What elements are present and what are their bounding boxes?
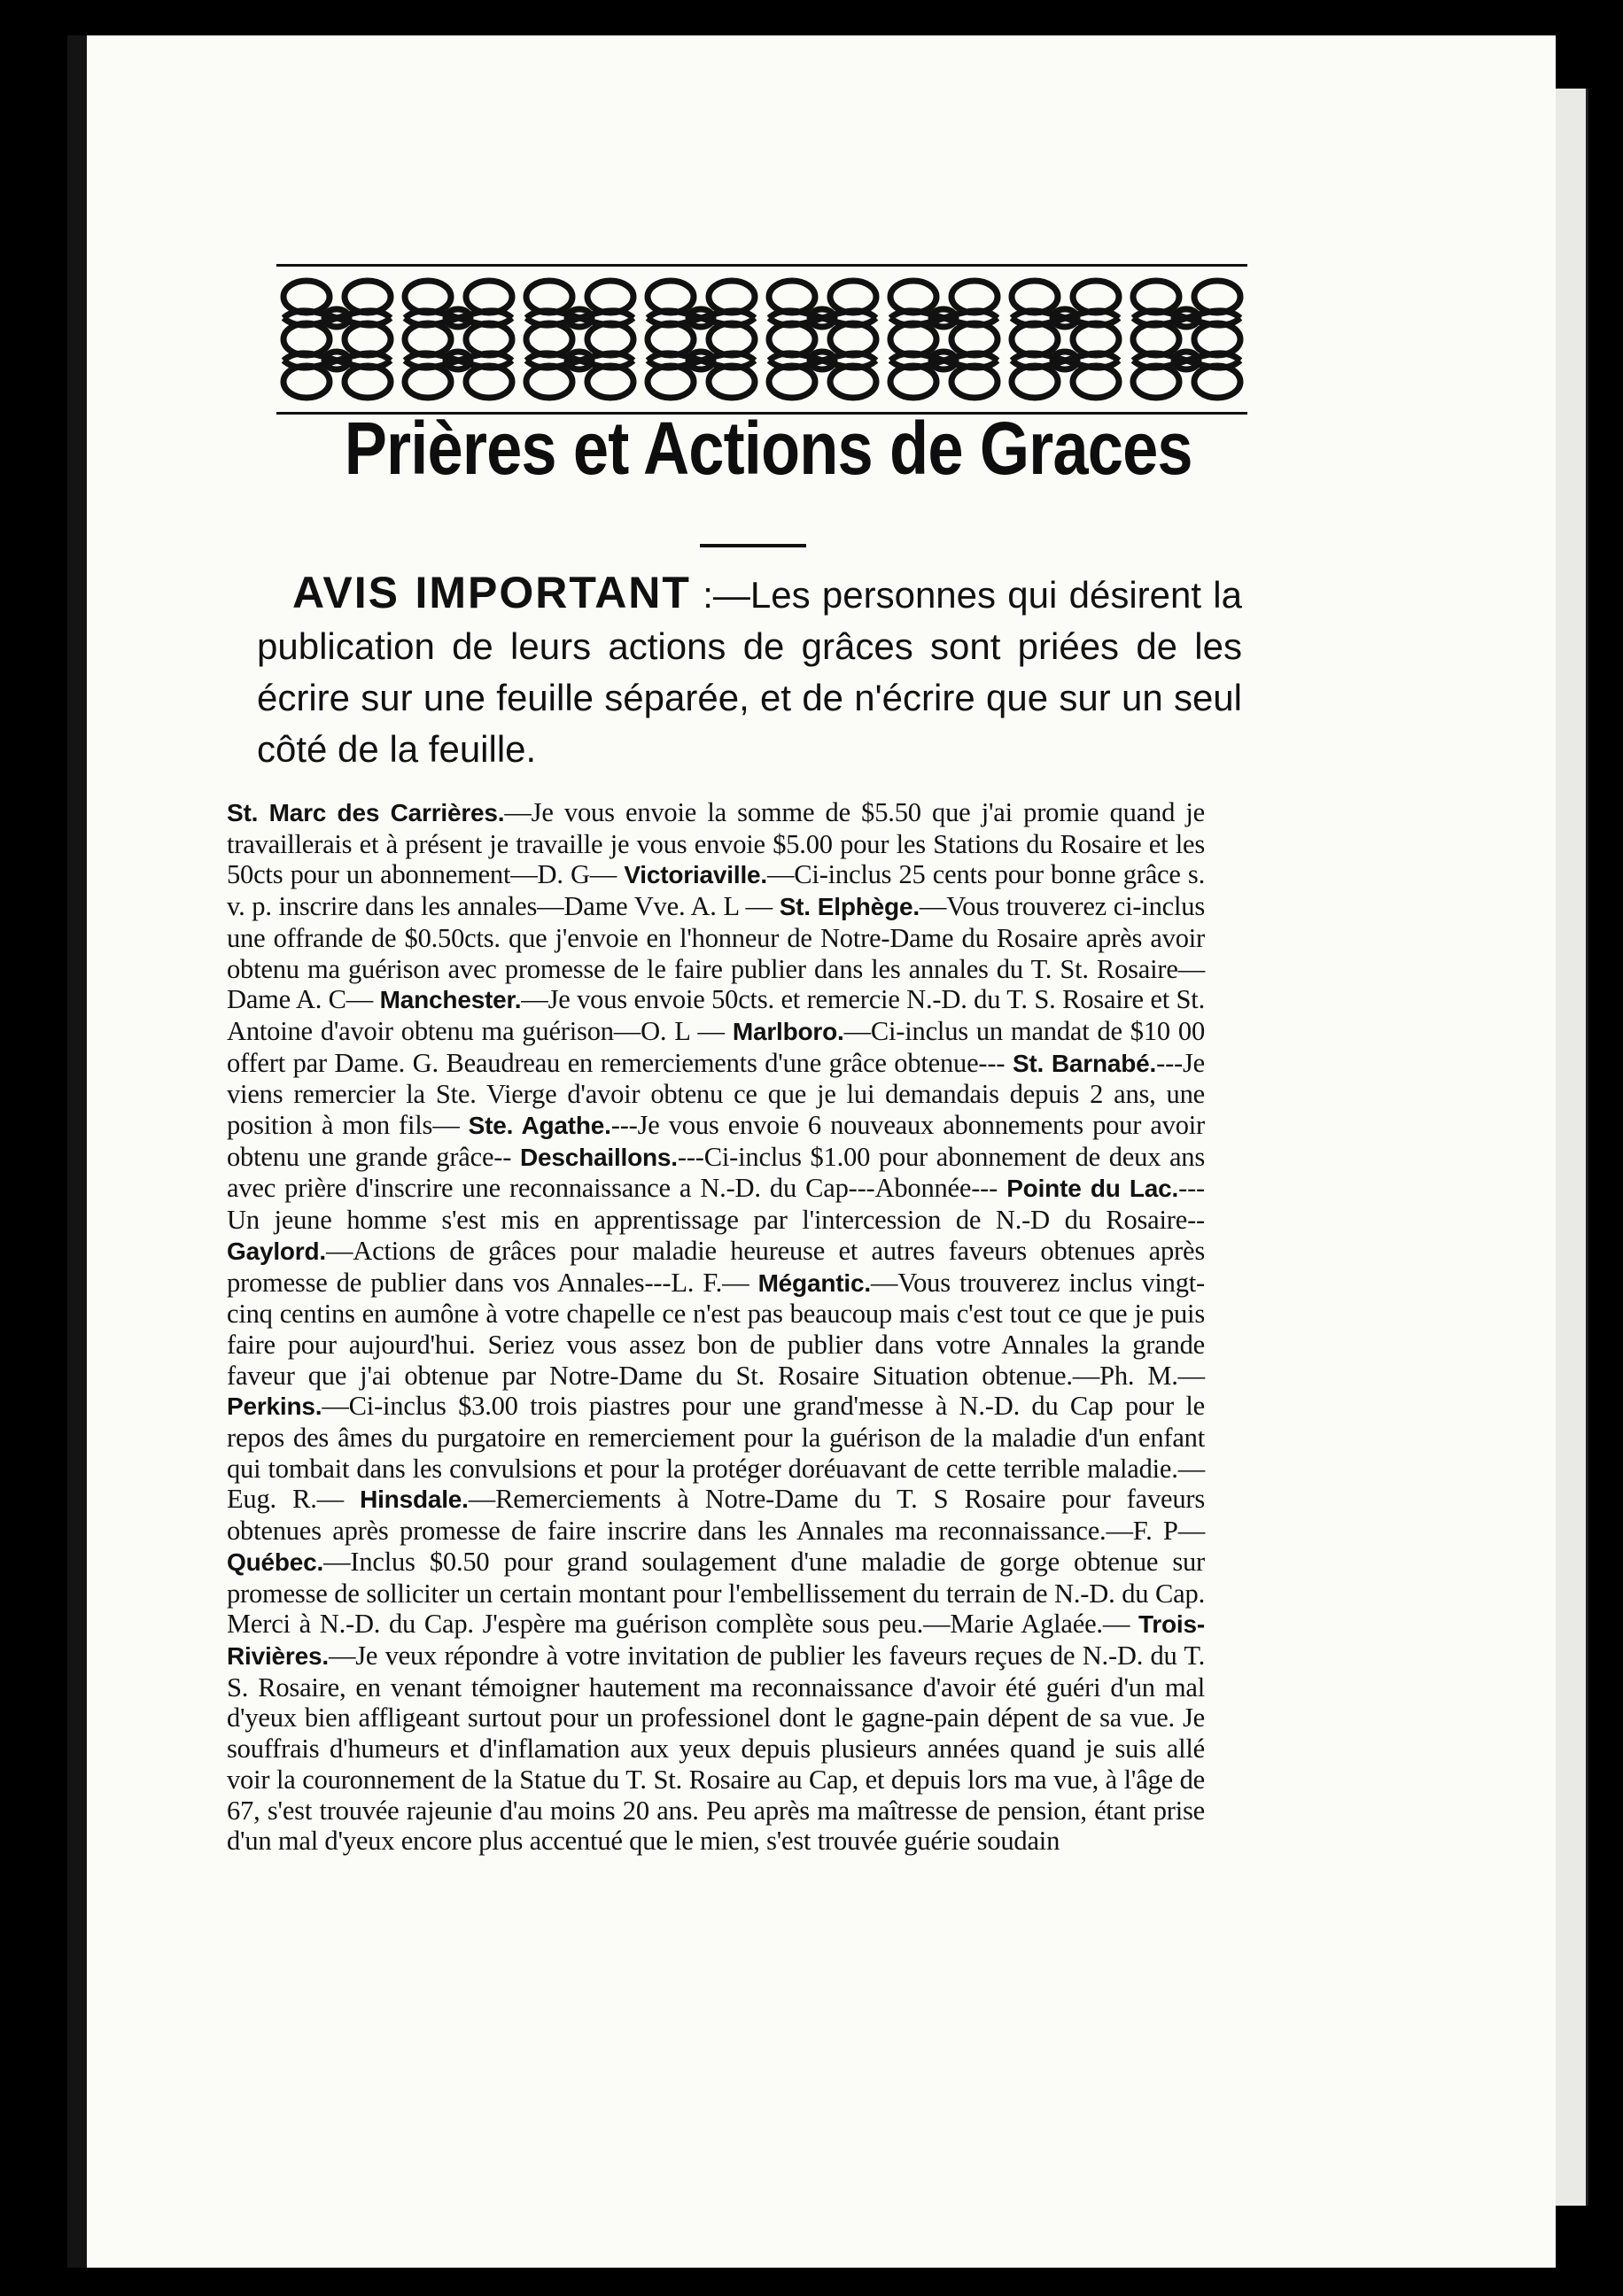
important-notice [257, 567, 1242, 775]
entry-text: ---Je vous envoie 6 nouveaux abonnements pour avoir obtenu une grande grâce-- [227, 1110, 1205, 1172]
entry-place: Perkins. [227, 1392, 322, 1421]
title-divider [700, 544, 806, 547]
entry-place: Pointe du Lac. [1006, 1175, 1179, 1203]
notice-text: :—Les personnes qui désirent la publication de leurs actions de grâces sont priées de les écrire sur une feuille séparée, et de n'écrire que sur un seul côté de la feuille. [257, 574, 1242, 770]
entry-text: —Je veux répondre à votre invitation de publier les faveurs reçues de N.-D. du T. S. Rosaire, en venant témoigner hautement ma reconnaissance d'avoir été guéri d'un mal d'yeux bien affligeant surtout pour un professionel dont le gagne-pain dépent de sa vue. Je souffrais d'humeurs et d'inflamation aux yeux depuis plusieurs années quand je suis allé voir la couronnement de la Statue du T. St. Rosaire au Cap, et depuis lors ma vue, à l'âge de 67, s'est trouvée rajeunie d'au moins 20 ans. Peu après ma maîtresse de pension, étant prise d'un mal d'yeux encore plus accentué que le mien, s'est trouvée guérie soudain [227, 1640, 1205, 1857]
entry-text: —Je vous envoie 50cts. et remercie N.-D. du T. S. Rosaire et St. Antoine d'avoir obtenu ma guérison—O. L — [227, 984, 1205, 1046]
entry-place: Hinsdale. [360, 1485, 469, 1514]
entry-place: Trois-Rivières. [227, 1610, 1205, 1670]
entry-text: —Actions de grâces pour maladie heureuse et autres faveurs obtenues après promesse de publier dans vos Annales---L. F.— [227, 1235, 1205, 1298]
entry-place: Manchester. [379, 986, 522, 1014]
entry-place: Québec. [227, 1547, 324, 1576]
entry-text: ---Je viens remercier la Ste. Vierge d'avoir obtenu ce que je lui demandais depuis 2 ans, une position à mon fils— [227, 1047, 1205, 1141]
entry-text: —Je vous envoie la somme de $5.50 que j'ai promie quand je travaillerais et à présent je travaille je vous envoie $5.00 pour les Stations du Rosaire et les 50cts pour un abonnement—D. G— [227, 797, 1205, 890]
entry-place: Deschaillons. [519, 1143, 678, 1171]
entry-text: —Ci-inclus $3.00 trois piastres pour une grand'messe à N.-D. du Cap pour le repos des âmes du purgatoire en remerciement pour la guérison de la maladie d'un enfant qui tombait dans les convulsions et pour la protéger doréuavant de cette terrible maladie.—Eug. R.— [227, 1391, 1205, 1515]
ornament-knot-pattern-icon [276, 267, 1247, 412]
entry-place: Ste. Agathe. [468, 1112, 611, 1140]
page-edge [1556, 89, 1588, 2206]
entry-text: —Ci-inclus un mandat de $10 00 offert par Dame. G. Beaudreau en remerciements d'une grâce obtenue--- [227, 1015, 1206, 1078]
entry-place: St. Barnabé. [1012, 1049, 1157, 1077]
entry-place: Victoriaville. [624, 861, 767, 889]
entry-place: Gaylord. [227, 1237, 326, 1265]
entry-text: ---Ci-inclus $1.00 pour abonnement de deux ans avec prière d'inscrire une reconnaissance a N.-D. du Cap---Abonnée--- [227, 1141, 1206, 1204]
entry-text: —Inclus $0.50 pour grand soulagement d'une maladie de gorge obtenue sur promesse de solliciter un certain montant pour l'embellissement du terrain de N.-D. du Cap. Merci à N.-D. du Cap. J'espère ma guérison complète sous peu.—Marie Aglaée.— [227, 1546, 1205, 1640]
thanksgiving-entries [227, 797, 1205, 1857]
entry-text: —Vous trouverez inclus vingt-cinq centins en aumône à votre chapelle ce n'est pas beaucoup mais c'est tout ce que je puis faire pour aujourd'hui. Seriez vous assez bon de publier dans votre Annales la grande faveur que j'ai obtenue par Notre-Dame du St. Rosaire Situation obtenue.—Ph. M.— [227, 1267, 1205, 1391]
entry-place: Marlboro. [732, 1017, 844, 1045]
entry-place: St. Elphège. [779, 893, 920, 921]
entry-text: —Vous trouverez ci-inclus une offrande de $0.50cts. que j'envoie en l'honneur de Notre-Dame du Rosaire après avoir obtenu ma guérison avec promesse de le faire publier dans les annales du T. St. Rosaire—Dame A. C— [227, 891, 1206, 1015]
entry-text: —Ci-inclus 25 cents pour bonne grâce s. v. p. inscrire dans les annales—Dame Vve. A. L — [227, 859, 1206, 922]
decorative-ornament-band [276, 264, 1247, 415]
entry-place: Mégantic. [757, 1268, 871, 1297]
entry-place: St. Marc des Carrières. [227, 799, 505, 826]
notice-lead: AVIS IMPORTANT [292, 568, 691, 617]
entry-text: ---Un jeune homme s'est mis en apprentissage par l'intercession de N.-D du Rosaire-- [227, 1173, 1205, 1236]
page-title: Prières et Actions de Graces [344, 407, 1192, 490]
entry-text: —Remerciements à Notre-Dame du T. S Rosaire pour faveurs obtenues après promesse de faire inscrire dans les Annales ma reconnaissance.—F. P— [227, 1484, 1206, 1547]
